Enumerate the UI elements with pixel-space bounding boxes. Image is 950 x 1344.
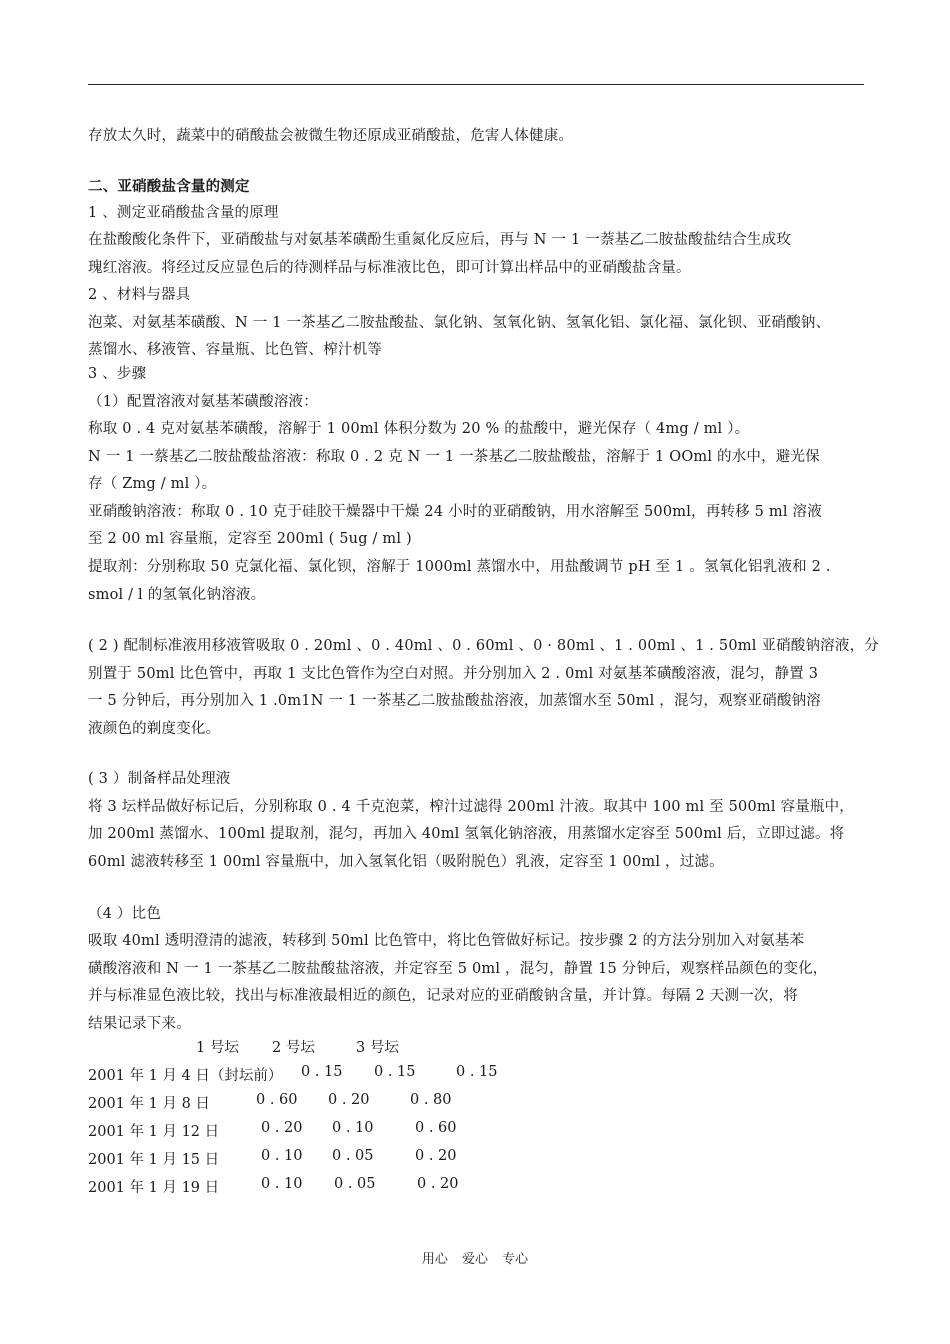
paragraph-line: 亚硝酸钠溶液：称取 0 . 10 克于硅胶干燥器中干燥 24 小时的亚硝酸钠，用水溶解至 500ml，再转移 5 ml 溶液 [88,504,822,520]
paragraph-line: 别置于 50ml 比色管中，再取 1 支比色管作为空白对照。并分别加入 2 . 0ml 对氨基苯磺酸溶液，混匀，静置 3 [88,666,819,682]
paragraph-line: N 一 1 一蔡基乙二胺盐酸盐溶液：称取 0 . 2 克 N 一 1 一茶基乙二胺盐酸盐，溶解于 1 OOml 的水中，避光保 [88,449,820,465]
paragraph-line: 存（ Zmg / ml ）。 [88,476,217,492]
footer-word: 爱心 [461,1252,488,1267]
paragraph-line: 蒸馏水、移液管、容量瓶、比色管、榨汁机等 [88,342,382,358]
paragraph-line: 吸取 40ml 透明澄清的滤液，转移到 50ml 比色管中，将比色管做好标记。按步骤 2 的方法分别加入对氨基苯 [88,933,805,949]
table-value: 0 . 20 [328,1092,370,1108]
page-footer [0,1248,950,1267]
table-value: 0 . 10 [261,1176,303,1192]
paragraph-line: 磺酸溶液和 N 一 1 一茶基乙二胺盐酸盐溶液，并定容至 5 0ml ，混匀，静置 15 分钟后，观察样品颜色的变化， [88,961,828,977]
table-value: 0 . 20 [261,1120,303,1136]
paragraph-line: 并与标准显色液比较，找出与标准液最相近的颜色，记录对应的亚硝酸钠含量，并计算。每隔 2 天测一次，将 [88,988,798,1004]
paragraph-line: 提取剂：分别称取 50 克氯化福、氯化钡，溶解于 1000ml 蒸馏水中，用盐酸调节 pH 至 1 。氢氧化铝乳液和 2 . [88,559,831,575]
footer-word: 用心 [421,1252,448,1267]
table-value: 0 . 60 [415,1120,457,1136]
table-value: 0 . 15 [456,1064,498,1080]
subheading: 2 、材料与器具 [88,287,191,303]
table-date: 2001 年 1 月 19 日 [88,1180,220,1196]
table-value: 0 . 05 [332,1148,374,1164]
paragraph-line: 至 2 00 ml 容量瓶，定容至 200ml ( 5ug / ml ) [88,531,412,547]
table-value: 0 . 10 [332,1120,374,1136]
table-value: 0 . 80 [410,1092,452,1108]
paragraph-line: ( 2 ) 配制标准液用移液管吸取 0 . 20ml 、0 . 40ml 、0 . 60ml 、0 · 80ml 、1 . 00ml 、1 . 50ml 亚硝酸钠溶液，分 [88,638,879,654]
table-date: 2001 年 1 月 8 日 [88,1096,210,1112]
paragraph-line: 60ml 滤液转移至 1 00ml 容量瓶中，加入氢氧化铝（吸附脱色）乳液，定容至 1 00ml ，过滤。 [88,854,724,870]
paragraph-line: 加 200ml 蒸馏水、100ml 提取剂，混匀，再加入 40ml 氢氧化钠溶液，用蒸馏水定容至 500ml 后，立即过滤。将 [88,826,845,842]
table-value: 0 . 15 [374,1064,416,1080]
paragraph-line: 在盐酸酸化条件下，亚硝酸盐与对氨基苯磺酚生重氮化反应后，再与 N 一 1 一萘基乙二胺盐酸盐结合生成玫 [88,232,792,248]
paragraph-line: 瑰红溶液。将经过反应显色后的待测样品与标准液比色，即可计算出样品中的亚硝酸盐含量。 [88,260,691,276]
table-value: 0 . 20 [415,1148,457,1164]
paragraph-line: 结果记录下来。 [88,1016,191,1032]
paragraph-line: 存放太久时，蔬菜中的硝酸盐会被微生物还原成亚硝酸盐，危害人体健康。 [88,128,574,144]
table-value: 0 . 60 [256,1092,298,1108]
section-heading: 二、亚硝酸盐含量的测定 [88,178,250,195]
table-date: 2001 年 1 月 15 日 [88,1152,220,1168]
table-date: 2001 年 1 月 12 日 [88,1124,220,1140]
table-value: 0 . 10 [261,1148,303,1164]
footer-word: 专心 [502,1252,529,1267]
paragraph-line: 将 3 坛样品做好标记后，分别称取 0 . 4 千克泡菜，榨汁过滤得 200ml 汁液。取其中 100 ml 至 500ml 容量瓶中， [88,799,854,815]
subheading: 3 、步骤 [88,366,147,382]
subheading: 1 、测定亚硝酸盐含量的原理 [88,205,279,221]
table-value: 0 . 15 [301,1064,343,1080]
subheading: （4 ）比色 [88,906,162,922]
paragraph-line: 一 5 分钟后，再分别加入 1 .0m1N 一 1 一茶基乙二胺盐酸盐溶液，加蒸馏水至 50ml ，混匀，观察亚硝酸钠溶 [88,693,821,709]
paragraph-line: smol / l 的氢氧化钠溶液。 [88,587,266,603]
paragraph-line: （1）配置溶液对氨基苯磺酸溶液： [88,394,318,410]
table-header-jar-3: 3 号坛 [356,1040,399,1056]
paragraph-line: 液颜色的剃度变化。 [88,721,221,737]
header-rule [88,84,864,85]
table-header-jar-1: 1 号坛 [196,1040,239,1056]
subheading: ( 3 ）制备样品处理液 [88,771,231,787]
table-date: 2001 年 1 月 4 日（封坛前） [88,1068,283,1084]
table-value: 0 . 20 [417,1176,459,1192]
paragraph-line: 泡菜、对氨基苯磺酸、N 一 1 一茶基乙二胺盐酸盐、氯化钠、氢氧化钠、氢氧化铝、氯化福、氯化钡、亚硝酸钠、 [88,315,831,331]
paragraph-line: 称取 0 . 4 克对氨基苯磺酸，溶解于 1 00ml 体积分数为 20 % 的盐酸中，避光保存（ 4mg / ml ）。 [88,421,750,437]
table-value: 0 . 05 [334,1176,376,1192]
table-header-jar-2: 2 号坛 [272,1040,315,1056]
